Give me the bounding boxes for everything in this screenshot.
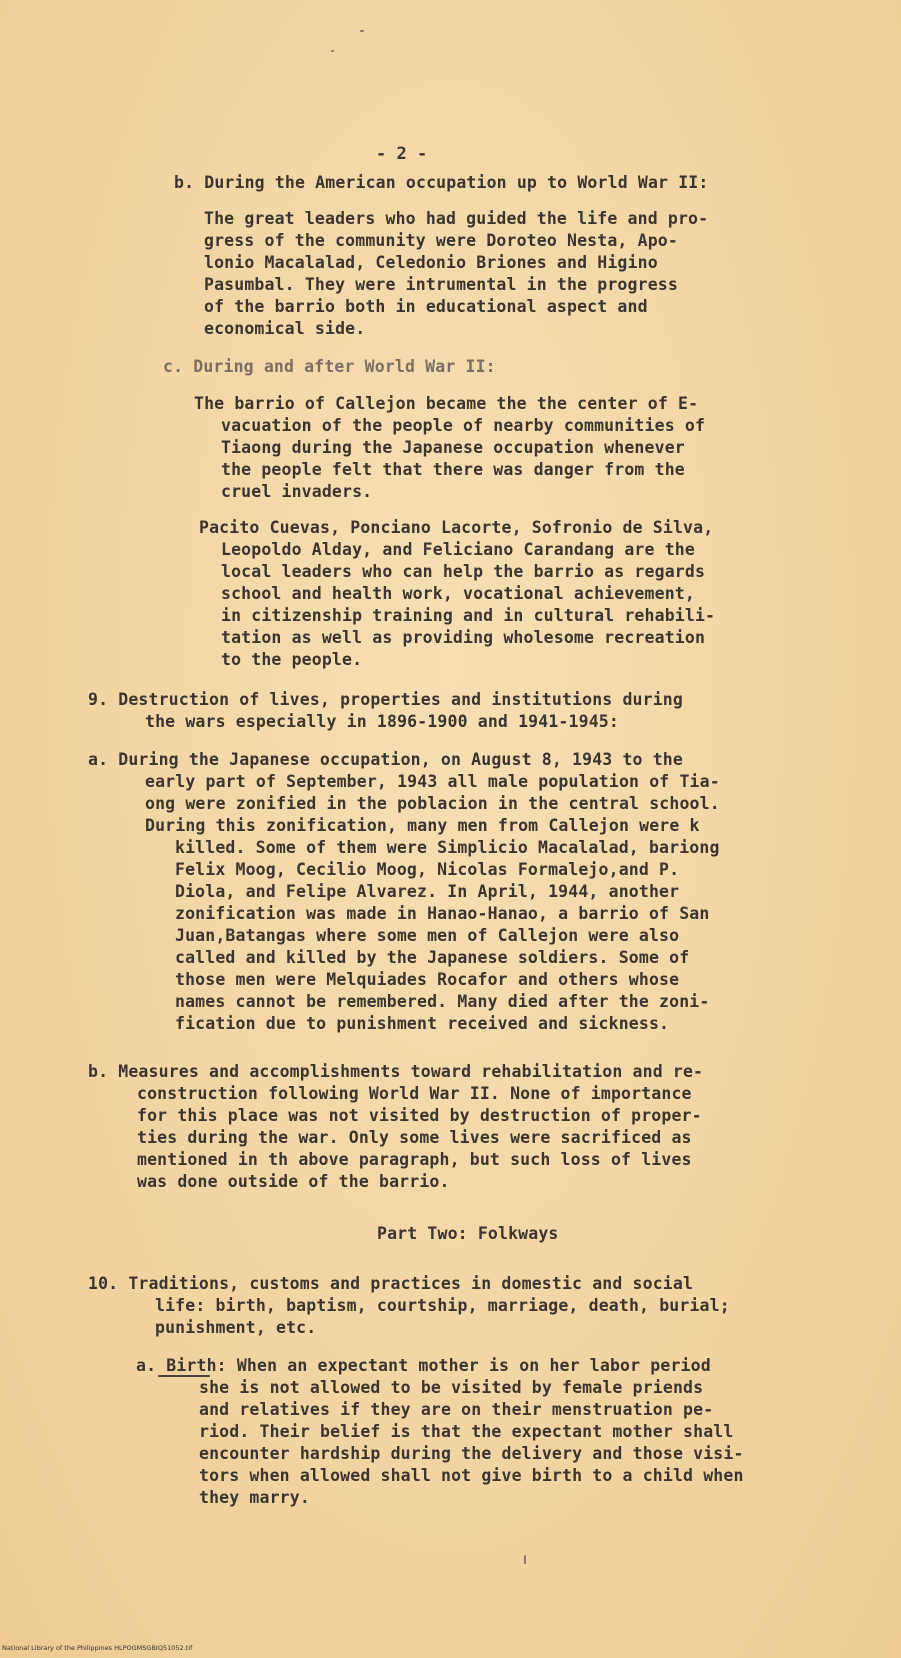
text-line: gress of the community were Doroteo Nesta, Apo- [204, 231, 678, 250]
text-line: early part of September, 1943 all male population of Tia- [145, 772, 720, 791]
text-line: a. During the Japanese occupation, on August 8, 1943 to the [88, 750, 683, 769]
text-line: During this zonification, many men from Callejon were k [145, 816, 700, 835]
text-line: economical side. [204, 319, 366, 338]
text-line: local leaders who can help the barrio as regards [221, 562, 706, 581]
part-two-heading: Part Two: Folkways [377, 1224, 559, 1243]
text-line: Tiaong during the Japanese occupation whenever [221, 438, 685, 457]
text-line: lonio Macalalad, Celedonio Briones and Higino [204, 253, 658, 272]
text-line: Pasumbal. They were intrumental in the progress [204, 275, 678, 294]
text-line: those men were Melquiades Rocafor and others whose [175, 970, 680, 989]
text-line: the people felt that there was danger from the [221, 460, 685, 479]
text-line: in citizenship training and in cultural rehabili- [221, 606, 716, 625]
section-c-heading: c. During and after World War II: [163, 357, 496, 376]
text-line: vacuation of the people of nearby communities of [221, 416, 706, 435]
section-b-heading: b. During the American occupation up to World War II: [174, 173, 709, 192]
text-line: school and health work, vocational achievement, [221, 584, 695, 603]
text-line: to the people. [221, 650, 363, 669]
birth-label: a. Birth: [136, 1356, 227, 1375]
text-line: 9. Destruction of lives, properties and institutions during [88, 690, 683, 709]
text-line: Leopoldo Alday, and Feliciano Carandang are the [221, 540, 695, 559]
text-line: punishment, etc. [155, 1318, 317, 1337]
text-line: Felix Moog, Cecilio Moog, Nicolas Formalejo,and P. [175, 860, 680, 879]
text-line: 10. Traditions, customs and practices in domestic and social [88, 1274, 694, 1293]
text-line: she is not allowed to be visited by female priends [199, 1378, 704, 1397]
text-line: the wars especially in 1896-1900 and 1941-1945: [145, 712, 619, 731]
archive-footer: National Library of the Philippines HLPOGMSGBIQ51052.tif [2, 1644, 193, 1652]
text-line [136, 1355, 711, 1377]
text-line: b. Measures and accomplishments toward rehabilitation and re- [88, 1062, 704, 1081]
paper-speck [524, 1555, 526, 1564]
text-line: fication due to punishment received and sickness. [175, 1014, 670, 1033]
text-line: they marry. [199, 1488, 310, 1507]
text-line: tation as well as providing wholesome recreation [221, 628, 706, 647]
text-line: and relatives if they are on their menstruation pe- [199, 1400, 714, 1419]
text-line: called and killed by the Japanese soldiers. Some of [175, 948, 690, 967]
text-line: ties during the war. Only some lives were sacrificed as [137, 1128, 692, 1147]
text-line: killed. Some of them were Simplicio Macalalad, bariong [175, 838, 720, 857]
text-line: encounter hardship during the delivery and those visi- [199, 1444, 744, 1463]
birth-first-line: When an expectant mother is on her labor period [226, 1356, 711, 1375]
text-line: zonification was made in Hanao-Hanao, a barrio of San [175, 904, 710, 923]
text-line: was done outside of the barrio. [137, 1172, 450, 1191]
birth-underline [158, 1375, 210, 1377]
text-line: for this place was not visited by destruction of proper- [137, 1106, 702, 1125]
text-line: Pacito Cuevas, Ponciano Lacorte, Sofronio de Silva, [199, 518, 714, 537]
text-line: mentioned in th above paragraph, but such loss of lives [137, 1150, 692, 1169]
text-line: tors when allowed shall not give birth to a child when [199, 1466, 744, 1485]
paper-speck [360, 30, 364, 32]
text-line: The great leaders who had guided the life and pro- [204, 209, 709, 228]
text-line: of the barrio both in educational aspect and [204, 297, 648, 316]
text-line: Juan,Batangas where some men of Callejon were also [175, 926, 680, 945]
text-line: cruel invaders. [221, 482, 373, 501]
page-number: - 2 - [376, 144, 428, 164]
paper-speck [331, 50, 334, 52]
text-line: Diola, and Felipe Alvarez. In April, 1944, another [175, 882, 680, 901]
text-line: ong were zonified in the poblacion in the central school. [145, 794, 720, 813]
text-line: construction following World War II. None of importance [137, 1084, 692, 1103]
text-line: The barrio of Callejon became the the center of E- [194, 394, 699, 413]
text-line: life: birth, baptism, courtship, marriage, death, burial; [155, 1296, 730, 1315]
text-line: names cannot be remembered. Many died after the zoni- [175, 992, 710, 1011]
text-line: riod. Their belief is that the expectant mother shall [199, 1422, 734, 1441]
